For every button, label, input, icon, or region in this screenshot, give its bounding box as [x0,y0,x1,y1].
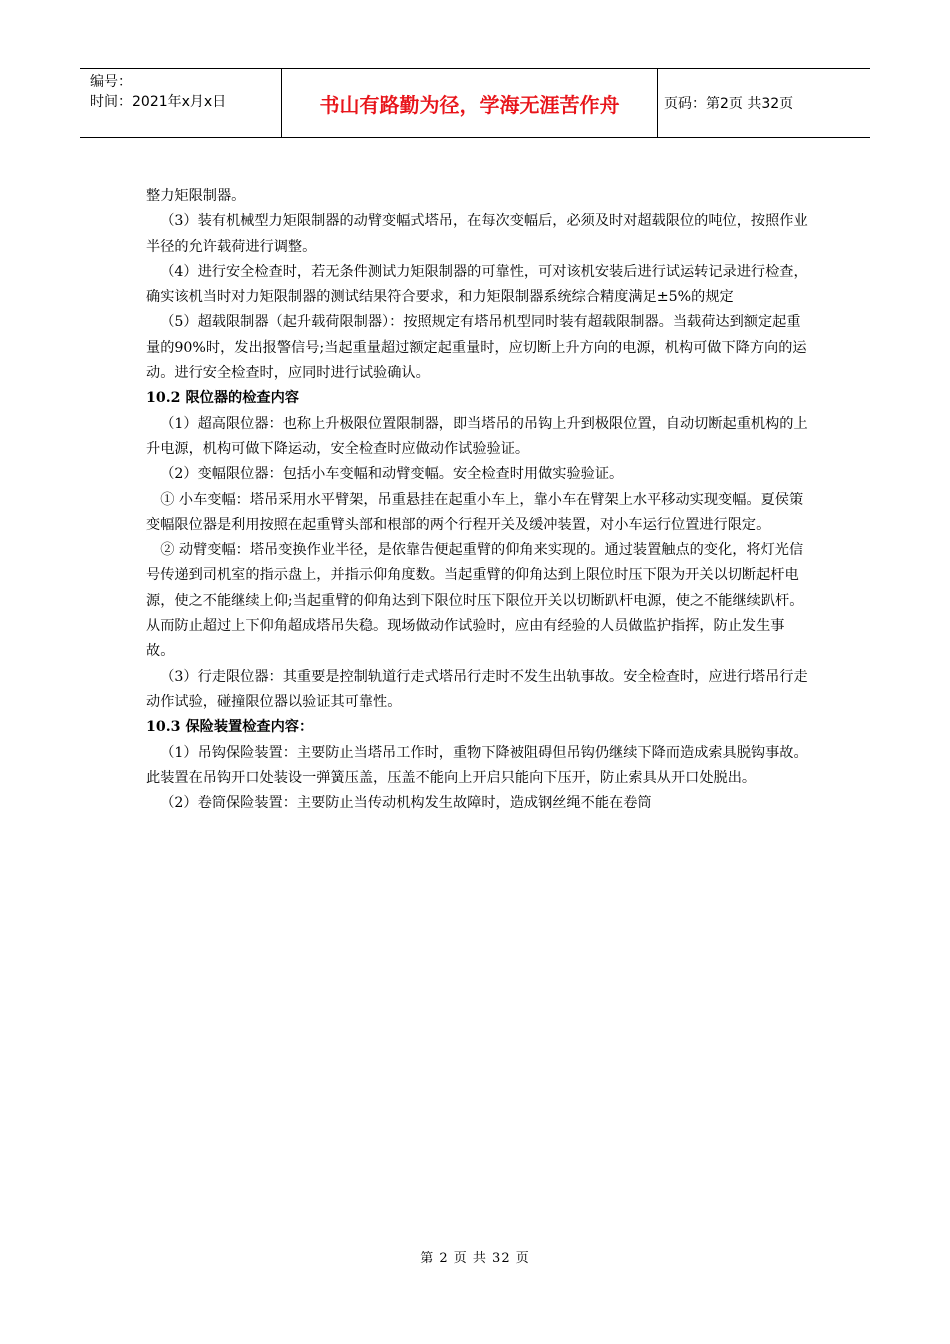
body-paragraph: （5）超载限制器（起升载荷限制器）：按照规定有塔吊机型同时装有超载限制器。当载荷达到额定起重量的90%时，发出报警信号;当起重量超过额定起重量时，应切断上升方向的电源，机构可做下降方向的运动。进行安全检查时，应同时进行试验确认。 [146,314,807,382]
body-paragraph: 整力矩限制器。 [146,188,246,204]
document-date: 时间：2021年x月x日 [90,94,227,110]
section-heading: 10.2 限位器的检查内容 [146,390,299,407]
body-paragraph: （3）行走限位器：其重要是控制轨道行走式塔吊行走时不发生出轨事故。安全检查时，应进行塔吊行走动作试验，碰撞限位器以验证其可靠性。 [146,668,808,710]
page-footer: 第 2 页 共 32 页 [420,1251,530,1266]
section-heading: 10.3 保险装置检查内容： [146,719,314,736]
body-paragraph: （3）装有机械型力矩限制器的动臂变幅式塔吊，在每次变幅后，必须及时对超载限位的吨位，按照作业半径的允许载荷进行调整。 [146,213,808,255]
document-body [146,184,810,816]
body-paragraph: ② 动臂变幅：塔吊变换作业半径，是依靠告便起重臂的仰角来实现的。通过装置触点的变化，将灯光信号传递到司机室的指示盘上，并指示仰角度数。当起重臂的仰角达到上限位时压下限为开关以切断起杆电源，使之不能继续上仰;当起重臂的仰角达到下限位时压下限位开关以切断趴杆电源，使之不能继续趴杆。从而防止超过上下仰角超成塔吊失稳。现场做动作试验时，应由有经验的人员做监护指挥，防止发生事故。 [146,542,804,660]
header-motto: 书山有路勤为径，学海无涯苦作舟 [282,69,658,137]
header-page-info: 页码：第2页 共32页 [664,96,794,112]
body-paragraph: （1）超高限位器：也称上升极限位置限制器，即当塔吊的吊钩上升到极限位置，自动切断起重机构的上升电源，机构可做下降运动，安全检查时应做动作试验验证。 [146,415,808,457]
page-header [80,68,870,138]
document-number-label: 编号： [90,74,132,90]
body-paragraph: （2）卷筒保险装置：主要防止当传动机构发生故障时，造成钢丝绳不能在卷筒 [160,795,652,812]
body-paragraph: （1）吊钩保险装置：主要防止当塔吊工作时，重物下降被阻碍但吊钩仍继续下降而造成索具脱钩事故。此装置在吊钩开口处装设一弹簧压盖，压盖不能向上开启只能向下压开，防止索具从开口处脱出。 [146,744,808,786]
body-paragraph: （2）变幅限位器：包括小车变幅和动臂变幅。安全检查时用做实验验证。 [160,466,624,483]
header-meta [80,69,282,137]
body-paragraph: ① 小车变幅：塔吊采用水平臂架，吊重悬挂在起重小车上，靠小车在臂架上水平移动实现变幅。夏侯策变幅限位器是利用按照在起重臂头部和根部的两个行程开关及缓冲装置，对小车运行位置进行限定。 [146,491,804,533]
body-paragraph: （4）进行安全检查时，若无条件测试力矩限制器的可靠性，可对该机安装后进行试运转记录进行检查，确实该机当时对力矩限制器的测试结果符合要求，和力矩限制器系统综合精度满足±5%的规定 [146,263,808,306]
